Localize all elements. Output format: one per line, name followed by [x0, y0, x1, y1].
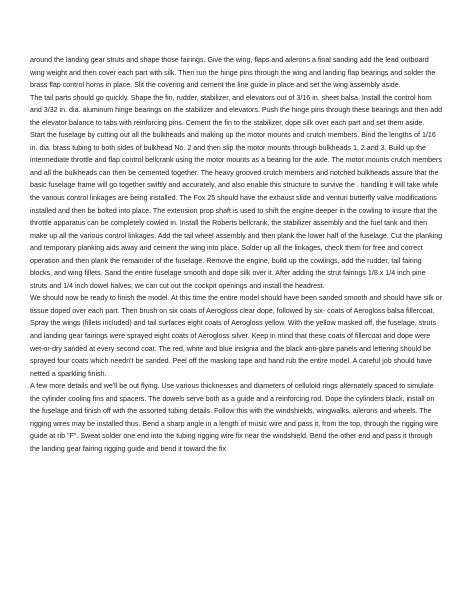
paragraph-details: A few more details and we'll be out flying. Use various thicknesses and diameters of celluloid rings alternately spaced to simulate the cylinder cooling fins and spacers. The dowels serve both as a guide and a reinforcing rod. Dope the cylinders black, install on the fuselage and finish off with the assorted tubing details. Follow this with the windshields, wingwalks, ailerons and wheels. The rigging wires may be installed thus. Bend a sharp angle in a length of music wire and pass it, from the top, through the rigging wire guide at rib "F". Sweat solder one end into the tubing rigging wire fix near the windshield. Bend the other end and pass it through the landing gear fairing rigging guide and bend it toward the fix [30, 382, 439, 453]
paragraph-wing-finishing: around the landing gear struts and shape those fairings. Give the wing, flaps and ailerons a final sanding add the lead outboard wing weight and then cover each part with silk. Then run the hinge pins through the wing and landing flap bearings and solder the brass flap control horns in place. Slit the covering and cement the line guide in place and set the wing assembly aside. [30, 56, 436, 90]
paragraph-finishing: We should now be ready to finish the model. At this time the entire model should have been sanded smooth and should have silk or tissue doped over each part. Then brush on six coats of Aerogloss clear dope, followed by six- coats of Aerogloss balsa fillercoat. Spray the wings (fillets included) and tail surfaces eight coats of Aerogloss yellow. With the yellow masked off, the fuselage, struts and landing gear fairings were sprayed eight coats of Aerogloss silver. Keep in mind that these coats of fillercoat and dope were wet-or-dry sanded at every second coat. The red, white and blue insignia and the black anti-glare panels and lettering should be sprayed four coats which needn't be sanded. Peel off the masking tape and hand rub the entire model. A careful job should have netted a sparkling finish. [30, 294, 442, 378]
paragraph-fuselage: Start the fuselage by cutting out all the bulkheads and making up the motor mounts and crutch members. Bind the lengths of 1/16 in. dia. brass tubing to both sides of bulkhead No. 2 and then slip the motor mounts through bulkheads 1, 2 and 3. Build up the intermediate throttle and flap control bellcrank using the motor mounts as a bearing for the axle. The motor mounts crutch members and all the bulkheads can then be cemented together. The heavy grooved crutch members and notched bulkheads assure that the basic fuselage frame will go together swiftly and accurately, and also enable this structure to survive the . handling it will take while the various control linkages are being installed. The Fox 25 should have the exhaust slide and venturi butterfly valve modifications installed and then be bolted into place. The extension prop shaft is used to shift the engine deeper in the cowling to insure that the throttle apparatus can be completely cowled in. Install the Roberts bellcrank, the stabilizer assembly and the fuel tank and then make up all the various control linkages. Add the tail wheel assembly and then plank the lower half of the fuselage. Cut the planking and temporary planking aids away and cement the wing into place. Solder up all the linkages, check them for free and correct operation and then plank the remainder of the fuselage. Remove the engine, build up the cowlings, add the rudder, tail fairing blocks, and wing fillets. Sand the entire fuselage smooth and dope silk over it. After adding the strut fairings 1/8 x 1/4 inch pine struts and 1/4 inch dowel halves, we can cut out the cockpit openings and install the headrest. [30, 131, 443, 290]
paragraph-tail-parts: The tail parts should go quickly. Shape the fin, rudder, stabilizer, and elevators out of 3/16 in. sheet balsa. Install the control horn and 3/32 in. dia. aluminum hinge bearings on the stabilizer and elevators. Push the hinge pins through these bearings and then add the elevator balance to tabs with reinforcing pins. Cement the fin to the stabilizer, dope silk over each part and set them aside. [30, 93, 443, 127]
